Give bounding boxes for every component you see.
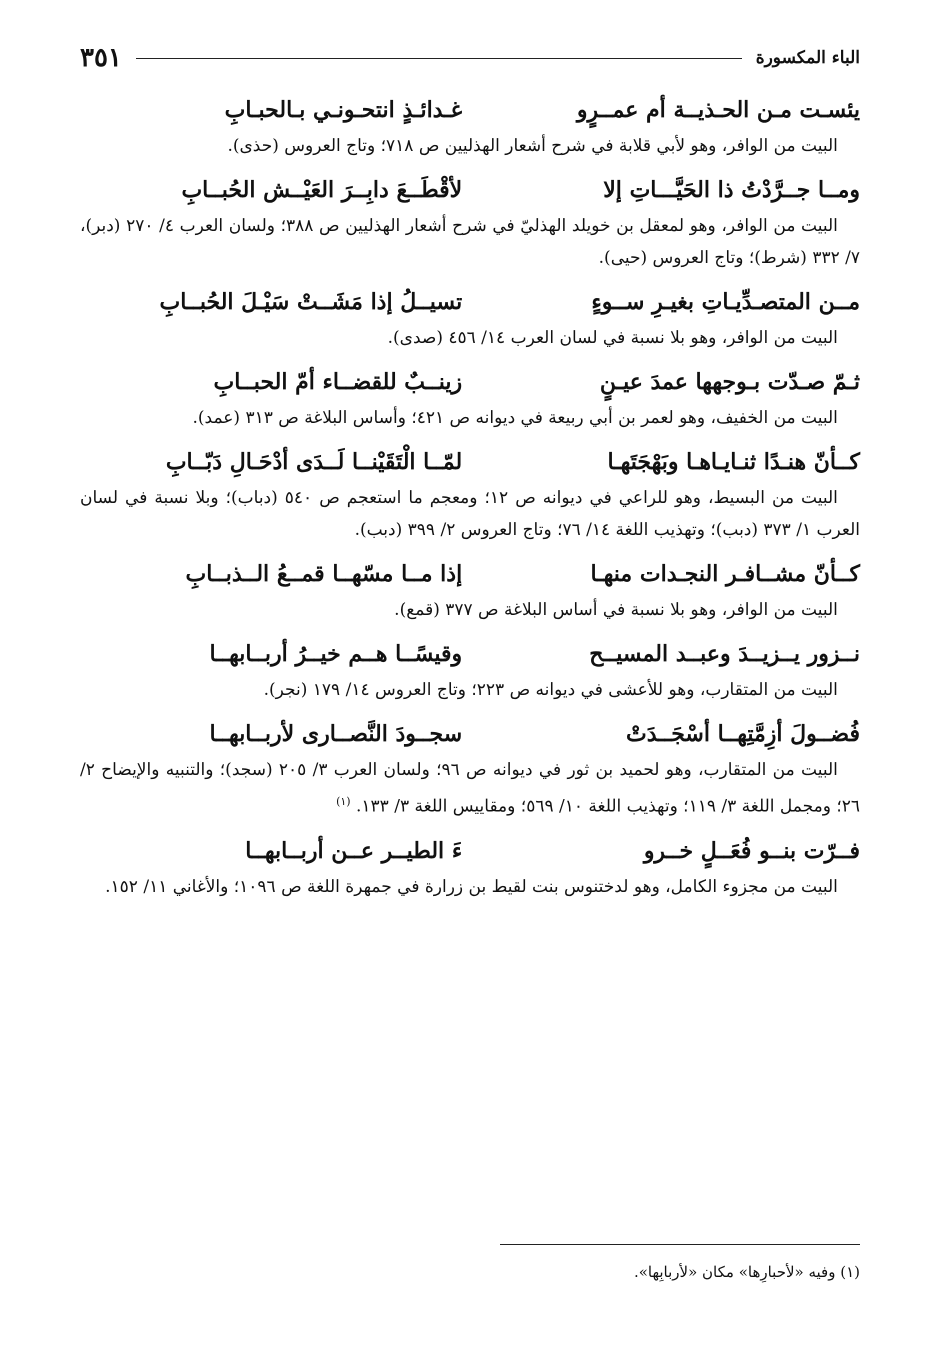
verse-second-hemistich: سجــودَ النَّصــارى لأربــابهــا [209,721,463,747]
verse-first-hemistich: كــأنّ مشــافـر النجـدات منهـا [590,561,860,587]
verse-entry [80,364,860,434]
verse-commentary: البيت من المتقارب، وهو للأعشى في ديوانه ص ٢٢٣؛ وتاج العروس ١٤/ ١٧٩ (نجر). [263,680,838,700]
verse-second-hemistich: إذا مــا مسّهــا قمــعُ الــذبــابِ [185,561,463,587]
verse-commentary: البيت من الوافر، وهو بلا نسبة في أساس البلاغة ص ٣٧٧ (قمع). [394,600,838,620]
verse-second-hemistich: ءَ الطيــر عــن أربــابهــا [245,837,463,864]
chapter-title: الباء المكسورة [755,48,860,68]
verse-commentary: البيت من مجزوء الكامل، وهو لدختنوس بنت لقيط بن زرارة في جمهرة اللغة ص ١٠٩٦؛ والأغاني ١١/ ١٥٢. [105,876,838,897]
verse-second-hemistich: لمّــا الْتَقَيْنــا لَــدَى أدْحَـالِ دَبّــابِ [165,449,463,475]
verse-first-hemistich: مــن المتصـدِّيـاتِ بغيـرِ ســوءٍ [591,289,860,315]
verse-first-hemistich: ثـمّ صـدّت بـوجهها عمدَ عيـنٍ [599,369,860,395]
footnotes-area [80,1244,860,1281]
verse-first-hemistich: فُضــولَ أزِمَّتِهــا أسْجَــدَتْ [626,721,860,747]
verse-entry [80,556,860,626]
entries-list [80,92,860,913]
verse-entry [80,444,860,546]
verse-line [80,284,860,320]
verse-entry [80,716,860,823]
verse-line [80,172,860,208]
verse-line [80,556,860,592]
page-number: ٣٥١ [80,43,122,73]
verse-first-hemistich: يئسـت مـن الحـذيــة أم عمــرٍو [576,97,860,123]
verse-commentary: البيت من الوافر، وهو بلا نسبة في لسان العرب ١٤/ ٤٥٦ (صدى). [387,328,838,348]
verse-second-hemistich: زينــبٌ للقضــاء أمّ الحبــابِ [213,369,463,395]
verse-line [80,636,860,672]
verse-entry [80,172,860,274]
verse-line [80,716,860,752]
header-rule [136,58,742,59]
verse-commentary: البيت من الوافر، وهو لمعقل بن خويلد الهذليّ في شرح أشعار الهذليين ص ٣٨٨؛ ولسان العرب ٤/ ٢٧٠ (دبر)، ٧/ ٣٣٢ (شرط)؛ وتاج العروس (حيى). [80,216,860,268]
verse-line [80,444,860,480]
verse-line [80,833,860,869]
verse-first-hemistich: ومــا جــرَّدْتُ ذا الحَيَّـــاتِ إلا [603,177,860,203]
verse-commentary [80,754,860,823]
verse-first-hemistich: نــزور يــزيــدَ وعبــد المسيــح [589,641,860,667]
verse-second-hemistich: تسيــلُ إذا مَشَــتْ سَيْـلَ الحُبــابِ [159,289,463,315]
footnote-marker: (١) [336,795,351,808]
verse-second-hemistich: وقيسًــا هــم خيــرُ أربــابهــا [209,641,463,667]
footnote-text: (١) وفيه «لأحبارِها» مكان «لأربابِها». [633,1263,860,1281]
verse-entry [80,284,860,354]
verse-entry [80,92,860,162]
verse-second-hemistich: غـدائـذٍ انتحـونـي بـالحبـابِ [224,97,463,123]
verse-line [80,364,860,400]
verse-second-hemistich: لأقْطَــعَ دابِــرَ العَيْــش الحُبــابِ [181,177,463,203]
commentary-text: البيت من المتقارب، وهو لحميد بن ثور في ديوانه ص ٩٦؛ ولسان العرب ٣/ ٢٠٥ (سجد)؛ والتنبيه والإيضاح ٢/ ٢٦؛ ومجمل اللغة ٣/ ١١٩؛ وتهذيب اللغة ١٠/ ٥٦٩؛ ومقاييس اللغة ٣/ ١٣٣. [80,760,860,817]
verse-first-hemistich: فــرّت بنــو فُعَــلٍ خــرو [643,837,860,864]
verse-entry [80,833,860,903]
verse-entry [80,636,860,706]
verse-commentary: البيت من الوافر، وهو لأبي قلابة في شرح أشعار الهذليين ص ٧١٨؛ وتاج العروس (حذى). [227,136,838,156]
footnote-rule [500,1244,860,1245]
verse-first-hemistich: كــأنّ هنـدًا ثنـايـاهـا وبَهْجَتَهـا [607,449,860,475]
page-header [80,40,860,76]
verse-commentary: البيت من البسيط، وهو للراعي في ديوانه ص ١٢؛ ومعجم ما استعجم ص ٥٤٠ (دباب)؛ وبلا نسبة في لسان العرب ١/ ٣٧٣ (دبب)؛ وتهذيب اللغة ١٤/ ٧٦؛ وتاج العروس ٢/ ٣٩٩ (دبب). [80,488,860,540]
verse-line [80,92,860,128]
verse-commentary: البيت من الخفيف، وهو لعمر بن أبي ربيعة في ديوانه ص ٤٢١؛ وأساس البلاغة ص ٣١٣ (عمد). [192,408,838,428]
